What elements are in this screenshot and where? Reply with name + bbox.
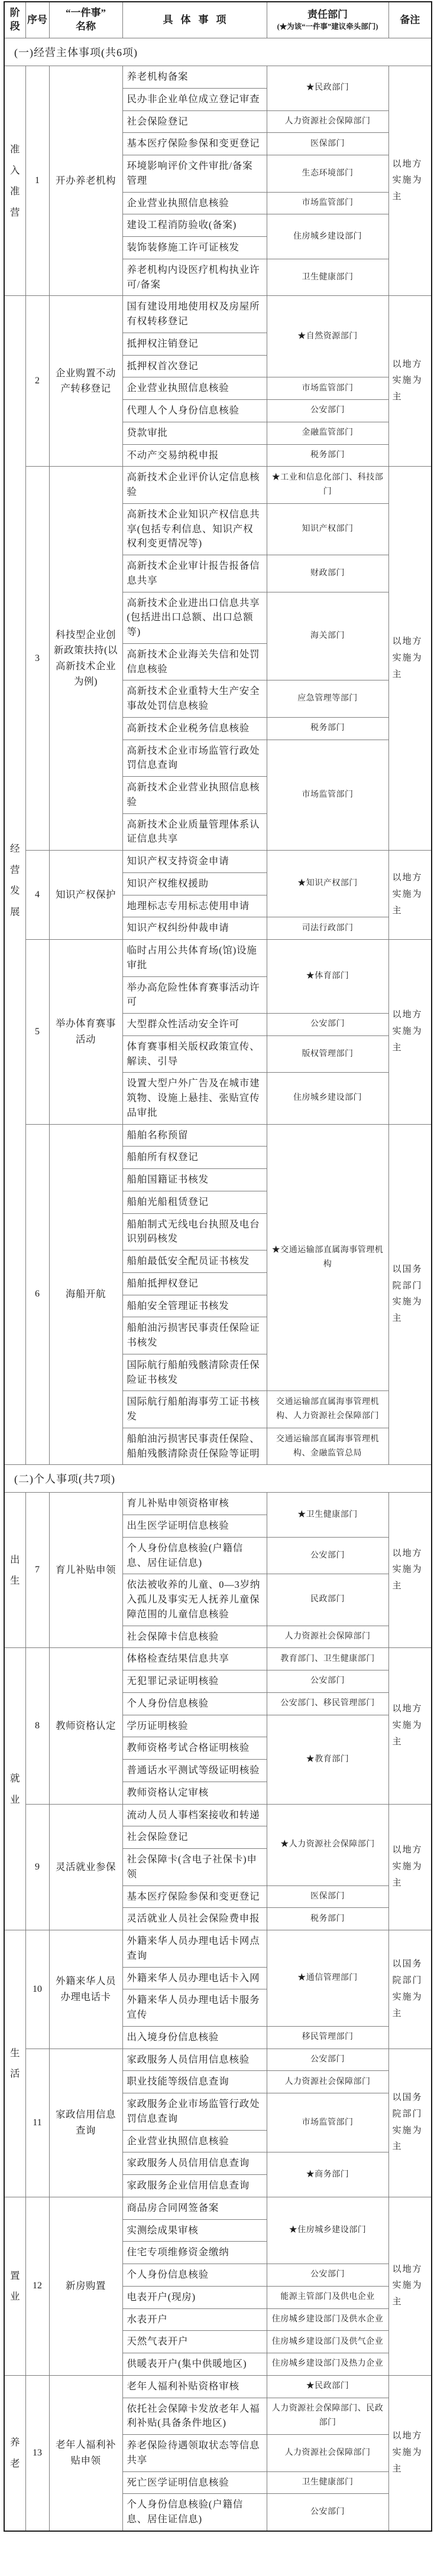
item-cell: 无犯罪记录证明核验 — [122, 1670, 267, 1693]
name-cell: 灵活就业参保 — [49, 1804, 122, 1930]
dept-cell: 公安部门 — [267, 1670, 388, 1693]
dept-cell: 住房城乡建设部门 — [267, 1073, 388, 1124]
item-cell: 灵活就业人员社会保险费申报 — [122, 1908, 267, 1930]
header-dept-legend: (★为该“一件事”建议牵头部门) — [277, 22, 378, 31]
item-row — [4, 1124, 432, 1147]
dept-cell: 公安部门 — [267, 2494, 388, 2531]
item-row — [4, 851, 432, 873]
header-name-line2: 名称 — [76, 21, 96, 32]
serial-cell: 5 — [25, 940, 49, 1125]
header-cell-note: 备注 — [388, 2, 432, 38]
dept-cell: 住房城乡建设部门 — [267, 214, 388, 259]
name-cell: 老年人福利补贴申领 — [49, 2375, 122, 2531]
name-cell: 育儿补贴申领 — [49, 1493, 122, 1648]
dept-cell: 住房城乡建设部门及供水企业 — [267, 2308, 388, 2331]
item-cell: 高新技术企业进出口信息共享(包括进出口总额、出口总额等) — [122, 592, 267, 643]
dept-cell: 税务部门 — [267, 1908, 388, 1930]
note-cell: 以国务院部门实施为主 — [388, 1124, 432, 1465]
item-cell: 基本医疗保险参保和变更登记 — [122, 1885, 267, 1908]
dept-cell: 交通运输部直属海事管理机构、人力资源社会保障部门 — [267, 1391, 388, 1428]
note-cell: 以地方实施为主 — [388, 296, 432, 467]
item-cell: 抵押权首次登记 — [122, 355, 267, 377]
item-cell: 死亡医学证明信息核验 — [122, 2471, 267, 2494]
dept-cell: 移民管理部门 — [267, 2026, 388, 2049]
header-cell-department — [267, 2, 388, 38]
item-cell: 社会保障卡(含电子社保卡)申领 — [122, 1849, 267, 1886]
item-cell: 个人身份信息核验(户籍信息、居住证信息) — [122, 2494, 267, 2531]
dept-cell: 人力资源社会保障部门 — [267, 2435, 388, 2472]
item-row — [4, 1930, 432, 1968]
dept-cell: 市场监管部门 — [267, 192, 388, 214]
dept-cell: 税务部门 — [267, 717, 388, 740]
item-cell: 基本医疗保险参保和变更登记 — [122, 133, 267, 155]
name-cell: 外籍来华人员办理电话卡 — [49, 1930, 122, 2049]
item-cell: 建设工程消防验收(备案) — [122, 214, 267, 237]
item-cell: 社会保险登记 — [122, 110, 267, 133]
dept-cell: 人力资源社会保障部门 — [267, 110, 388, 133]
dept-cell: 公安部门 — [267, 2049, 388, 2071]
dept-cell: 教育部门、卫生健康部门 — [267, 1648, 388, 1670]
name-cell: 举办体育赛事活动 — [49, 940, 122, 1125]
header-name-line1: “一件事” — [66, 7, 106, 19]
header-cell-stage: 阶段 — [4, 2, 25, 38]
stage-cell: 置业 — [4, 2197, 25, 2375]
item-cell: 个人身份信息核验 — [122, 2264, 267, 2287]
list-table-body — [4, 38, 432, 2531]
item-cell: 高新技术企业营业执照信息核验 — [122, 777, 267, 814]
item-cell: 出入境身份信息核验 — [122, 2026, 267, 2049]
item-cell: 高新技术企业评价认定信息核验 — [122, 467, 267, 504]
note-cell: 以地方实施为主 — [388, 1493, 432, 1648]
item-cell: 养老机构备案 — [122, 66, 267, 89]
dept-cell: ★教育部门 — [267, 1715, 388, 1804]
item-row — [4, 940, 432, 977]
dept-cell: 公安部门 — [267, 1014, 388, 1036]
item-cell: 学历证明核验 — [122, 1715, 267, 1737]
dept-cell: 知识产权部门 — [267, 503, 388, 555]
item-cell: 船舶安全管理证书核发 — [122, 1295, 267, 1317]
dept-cell: 能源主管部门及供电企业 — [267, 2286, 388, 2308]
name-cell: 家政信用信息查询 — [49, 2049, 122, 2197]
item-cell: 普通话水平测试等级证明核验 — [122, 1760, 267, 1782]
item-cell: 养老机构内设医疗机构执业许可/备案 — [122, 259, 267, 296]
item-cell: 教师资格认定审核 — [122, 1782, 267, 1804]
dept-cell: 公安部门 — [267, 2264, 388, 2287]
item-cell: 船舶所有权登记 — [122, 1147, 267, 1169]
dept-cell: ★自然资源部门 — [267, 296, 388, 377]
stage-cell: 出生 — [4, 1493, 25, 1648]
item-cell: 家政服务企业市场监管行政处罚信息查询 — [122, 2093, 267, 2131]
item-cell: 教师资格考试合格证明核验 — [122, 1737, 267, 1760]
serial-cell: 9 — [25, 1804, 49, 1930]
item-cell: 知识产权支持资金申请 — [122, 851, 267, 873]
item-cell: 知识产权维权援助 — [122, 872, 267, 895]
dept-cell: 公安部门 — [267, 1537, 388, 1574]
item-cell: 设置大型户外广告及在城市建筑物、设施上悬挂、张贴宣传品审批 — [122, 1073, 267, 1124]
item-cell: 体格检查结果信息共享 — [122, 1648, 267, 1670]
item-cell: 企业营业执照信息核验 — [122, 377, 267, 400]
item-cell: 船舶制式无线电台执照及电台识别码核发 — [122, 1213, 267, 1250]
note-cell: 以地方实施为主 — [388, 940, 432, 1125]
item-row — [4, 1648, 432, 1670]
item-cell: 船舶油污损害民事责任保险证书核发 — [122, 1317, 267, 1354]
item-cell: 商品房合同网签备案 — [122, 2197, 267, 2219]
item-cell: 外籍来华人员办理电话卡入网 — [122, 1967, 267, 1989]
name-cell: 海船开航 — [49, 1124, 122, 1465]
serial-cell: 2 — [25, 296, 49, 467]
dept-cell: 住房城乡建设部门及热力企业 — [267, 2353, 388, 2376]
item-cell: 高新技术企业质量管理体系认证信息共享 — [122, 813, 267, 851]
section-title-row — [4, 38, 432, 66]
item-cell: 高新技术企业市场监管行政处罚信息查询 — [122, 740, 267, 777]
serial-cell: 4 — [25, 851, 49, 940]
item-cell: 临时占用公共体育场(馆)设施审批 — [122, 940, 267, 977]
dept-cell: 民政部门 — [267, 1574, 388, 1626]
header-cell-serial: 序号 — [25, 2, 49, 38]
item-cell: 不动产交易纳税申报 — [122, 444, 267, 467]
item-cell: 企业营业执照信息核验 — [122, 2130, 267, 2152]
item-cell: 供暖表开户(集中供暖地区) — [122, 2353, 267, 2376]
dept-cell: 公安部门、移民管理部门 — [267, 1692, 388, 1715]
item-cell: 国际航行船舶海事劳工证书核发 — [122, 1391, 267, 1428]
dept-cell: 市场监管部门 — [267, 2093, 388, 2152]
item-cell: 环境影响评价文件审批/备案管理 — [122, 155, 267, 193]
serial-cell: 10 — [25, 1930, 49, 2049]
item-cell: 高新技术企业重特大生产安全事故处罚信息核验 — [122, 680, 267, 718]
dept-cell: 司法行政部门 — [267, 917, 388, 940]
note-cell: 以地方实施为主 — [388, 1648, 432, 1804]
section-title: (一)经营主体事项(共6项) — [4, 38, 432, 66]
dept-cell: 版权管理部门 — [267, 1035, 388, 1073]
item-cell: 船舶名称预留 — [122, 1124, 267, 1147]
name-cell: 新房购置 — [49, 2197, 122, 2375]
dept-cell: 市场监管部门 — [267, 377, 388, 400]
item-cell: 国际航行船舶残骸清除责任保险证书核发 — [122, 1354, 267, 1391]
dept-cell: ★人力资源社会保障部门 — [267, 1804, 388, 1885]
dept-cell: 金融监管部门 — [267, 422, 388, 444]
one-thing-items-table — [4, 1, 432, 2532]
item-cell: 个人身份信息核验 — [122, 1692, 267, 1715]
dept-cell: 住房城乡建设部门及供气企业 — [267, 2331, 388, 2353]
item-cell: 电表开户(现房) — [122, 2286, 267, 2308]
dept-cell: ★商务部门 — [267, 2152, 388, 2197]
dept-cell: 卫生健康部门 — [267, 2471, 388, 2494]
serial-cell: 11 — [25, 2049, 49, 2197]
dept-cell: 海关部门 — [267, 592, 388, 680]
dept-cell: 生态环境部门 — [267, 155, 388, 193]
dept-cell: ★民政部门 — [267, 2375, 388, 2398]
item-cell: 流动人员人事档案接收和转递 — [122, 1804, 267, 1826]
dept-cell: 卫生健康部门 — [267, 259, 388, 296]
dept-cell: 人力资源社会保障部门 — [267, 2071, 388, 2093]
dept-cell: 交通运输部直属海事管理机构、金融监管总局 — [267, 1428, 388, 1465]
section-title-row — [4, 1465, 432, 1493]
item-cell: 民办非企业单位成立登记审查 — [122, 88, 267, 110]
note-cell: 以地方实施为主 — [388, 2375, 432, 2531]
item-cell: 高新技术企业海关失信和处罚信息核验 — [122, 643, 267, 680]
item-cell: 企业营业执照信息核验 — [122, 192, 267, 214]
note-cell: 以地方实施为主 — [388, 2197, 432, 2375]
serial-cell: 13 — [25, 2375, 49, 2531]
name-cell: 科技型企业创新政策扶持(以高新技术企业为例) — [49, 467, 122, 851]
note-cell: 以地方实施为主 — [388, 467, 432, 851]
name-cell: 开办养老机构 — [49, 66, 122, 296]
dept-cell: ★体育部门 — [267, 940, 388, 1014]
item-cell: 装饰装修施工许可证核发 — [122, 237, 267, 259]
table-header-row — [4, 2, 432, 38]
item-cell: 船舶光船租赁登记 — [122, 1191, 267, 1213]
section-title: (二)个人事项(共7项) — [4, 1465, 432, 1493]
header-cell-items: 具体事项 — [122, 2, 267, 38]
item-cell: 地理标志专用标志使用申请 — [122, 895, 267, 917]
item-cell: 国有建设用地使用权及房屋所有权转移登记 — [122, 296, 267, 333]
item-cell: 个人身份信息核验(户籍信息、居住证信息) — [122, 1537, 267, 1574]
item-row — [4, 296, 432, 333]
item-cell: 依法被收养的儿童、0—3岁纳入孤儿及事实无人抚养儿童保障范围的儿童信息核验 — [122, 1574, 267, 1626]
serial-cell: 12 — [25, 2197, 49, 2375]
item-row — [4, 1493, 432, 1515]
item-cell: 家政服务人员信用信息核验 — [122, 2049, 267, 2071]
item-row — [4, 2375, 432, 2398]
dept-cell: 人力资源社会保障部门、民政部门 — [267, 2398, 388, 2435]
serial-cell: 7 — [25, 1493, 49, 1648]
item-cell: 船舶国籍证书核发 — [122, 1169, 267, 1191]
dept-cell: ★交通运输部直属海事管理机构 — [267, 1124, 388, 1391]
dept-cell: ★通信管理部门 — [267, 1930, 388, 2027]
item-cell: 出生医学证明信息核验 — [122, 1515, 267, 1538]
item-row — [4, 2197, 432, 2219]
header-dept-line1: 责任部门 — [307, 9, 348, 21]
note-cell: 以国务院部门实施为主 — [388, 2049, 432, 2197]
dept-cell: ★工业和信息化部门、科技部门 — [267, 467, 388, 504]
item-cell: 船舶最低安全配员证书核发 — [122, 1250, 267, 1273]
stage-cell: 准入准营 — [4, 66, 25, 296]
item-cell: 举办高危险性体育赛事活动许可 — [122, 976, 267, 1014]
item-cell: 船舶抵押权登记 — [122, 1272, 267, 1295]
item-cell: 天然气表开户 — [122, 2331, 267, 2353]
item-cell: 依托社会保障卡发放老年人福利补贴(具备条件地区) — [122, 2398, 267, 2435]
serial-cell: 3 — [25, 467, 49, 851]
item-cell: 实测绘成果审核 — [122, 2219, 267, 2242]
item-cell: 高新技术企业税务信息核验 — [122, 717, 267, 740]
dept-cell: ★民政部门 — [267, 66, 388, 111]
dept-cell: ★卫生健康部门 — [267, 1493, 388, 1538]
item-row — [4, 467, 432, 504]
item-cell: 外籍来华人员办理电话卡服务宣传 — [122, 1989, 267, 2027]
dept-cell: ★知识产权部门 — [267, 851, 388, 917]
stage-cell: 生活 — [4, 1930, 25, 2197]
dept-cell: 税务部门 — [267, 444, 388, 467]
item-cell: 社会保险登记 — [122, 1826, 267, 1849]
item-cell: 大型群众性活动安全许可 — [122, 1014, 267, 1036]
serial-cell: 1 — [25, 66, 49, 296]
item-cell: 贷款审批 — [122, 422, 267, 444]
item-cell: 家政服务企业信用信息查询 — [122, 2175, 267, 2197]
name-cell: 知识产权保护 — [49, 851, 122, 940]
header-cell-name — [49, 2, 122, 38]
item-cell: 住宅专项维修资金缴纳 — [122, 2242, 267, 2264]
item-cell: 知识产权纠纷仲裁申请 — [122, 917, 267, 940]
item-cell: 抵押权注销登记 — [122, 333, 267, 355]
item-cell: 船舶油污损害民事责任保险、船舶残骸清除责任保险等证明 — [122, 1428, 267, 1465]
stage-cell: 经营发展 — [4, 296, 25, 1465]
note-cell: 以国务院部门实施为主 — [388, 1930, 432, 2049]
item-cell: 职业技能等级信息查询 — [122, 2071, 267, 2093]
dept-cell: 财政部门 — [267, 555, 388, 592]
item-cell: 老年人福利补贴资格审核 — [122, 2375, 267, 2398]
serial-cell: 6 — [25, 1124, 49, 1465]
item-cell: 外籍来华人员办理电话卡网点查询 — [122, 1930, 267, 1968]
dept-cell: 市场监管部门 — [267, 740, 388, 851]
name-cell: 企业购置不动产转移登记 — [49, 296, 122, 467]
serial-cell: 8 — [25, 1648, 49, 1804]
note-cell: 以地方实施为主 — [388, 66, 432, 296]
item-cell: 代理人个人身份信息核验 — [122, 400, 267, 422]
item-cell: 养老保险待遇领取状态等信息共享 — [122, 2435, 267, 2472]
stage-cell: 就业 — [4, 1648, 25, 1930]
item-cell: 育儿补贴申领资格审核 — [122, 1493, 267, 1515]
note-cell: 以地方实施为主 — [388, 1804, 432, 1930]
dept-cell: 医保部门 — [267, 133, 388, 155]
dept-cell: ★住房城乡建设部门 — [267, 2197, 388, 2264]
item-cell: 水表开户 — [122, 2308, 267, 2331]
item-cell: 高新技术企业审计报告报备信息共享 — [122, 555, 267, 592]
stage-cell: 养老 — [4, 2375, 25, 2531]
item-cell: 高新技术企业知识产权信息共享(包括专利信息、知识产权权利变更情况等) — [122, 503, 267, 555]
dept-cell: 应急管理等部门 — [267, 680, 388, 718]
item-row — [4, 66, 432, 89]
dept-cell: 医保部门 — [267, 1885, 388, 1908]
dept-cell: 人力资源社会保障部门 — [267, 1626, 388, 1648]
item-cell: 家政服务人员信用信息查询 — [122, 2152, 267, 2175]
item-row — [4, 2049, 432, 2071]
item-cell: 体育赛事相关版权政策宣传、解读、引导 — [122, 1035, 267, 1073]
item-row — [4, 1804, 432, 1826]
name-cell: 教师资格认定 — [49, 1648, 122, 1804]
dept-cell: 公安部门 — [267, 400, 388, 422]
item-cell: 社会保障卡信息核验 — [122, 1626, 267, 1648]
note-cell: 以地方实施为主 — [388, 851, 432, 940]
